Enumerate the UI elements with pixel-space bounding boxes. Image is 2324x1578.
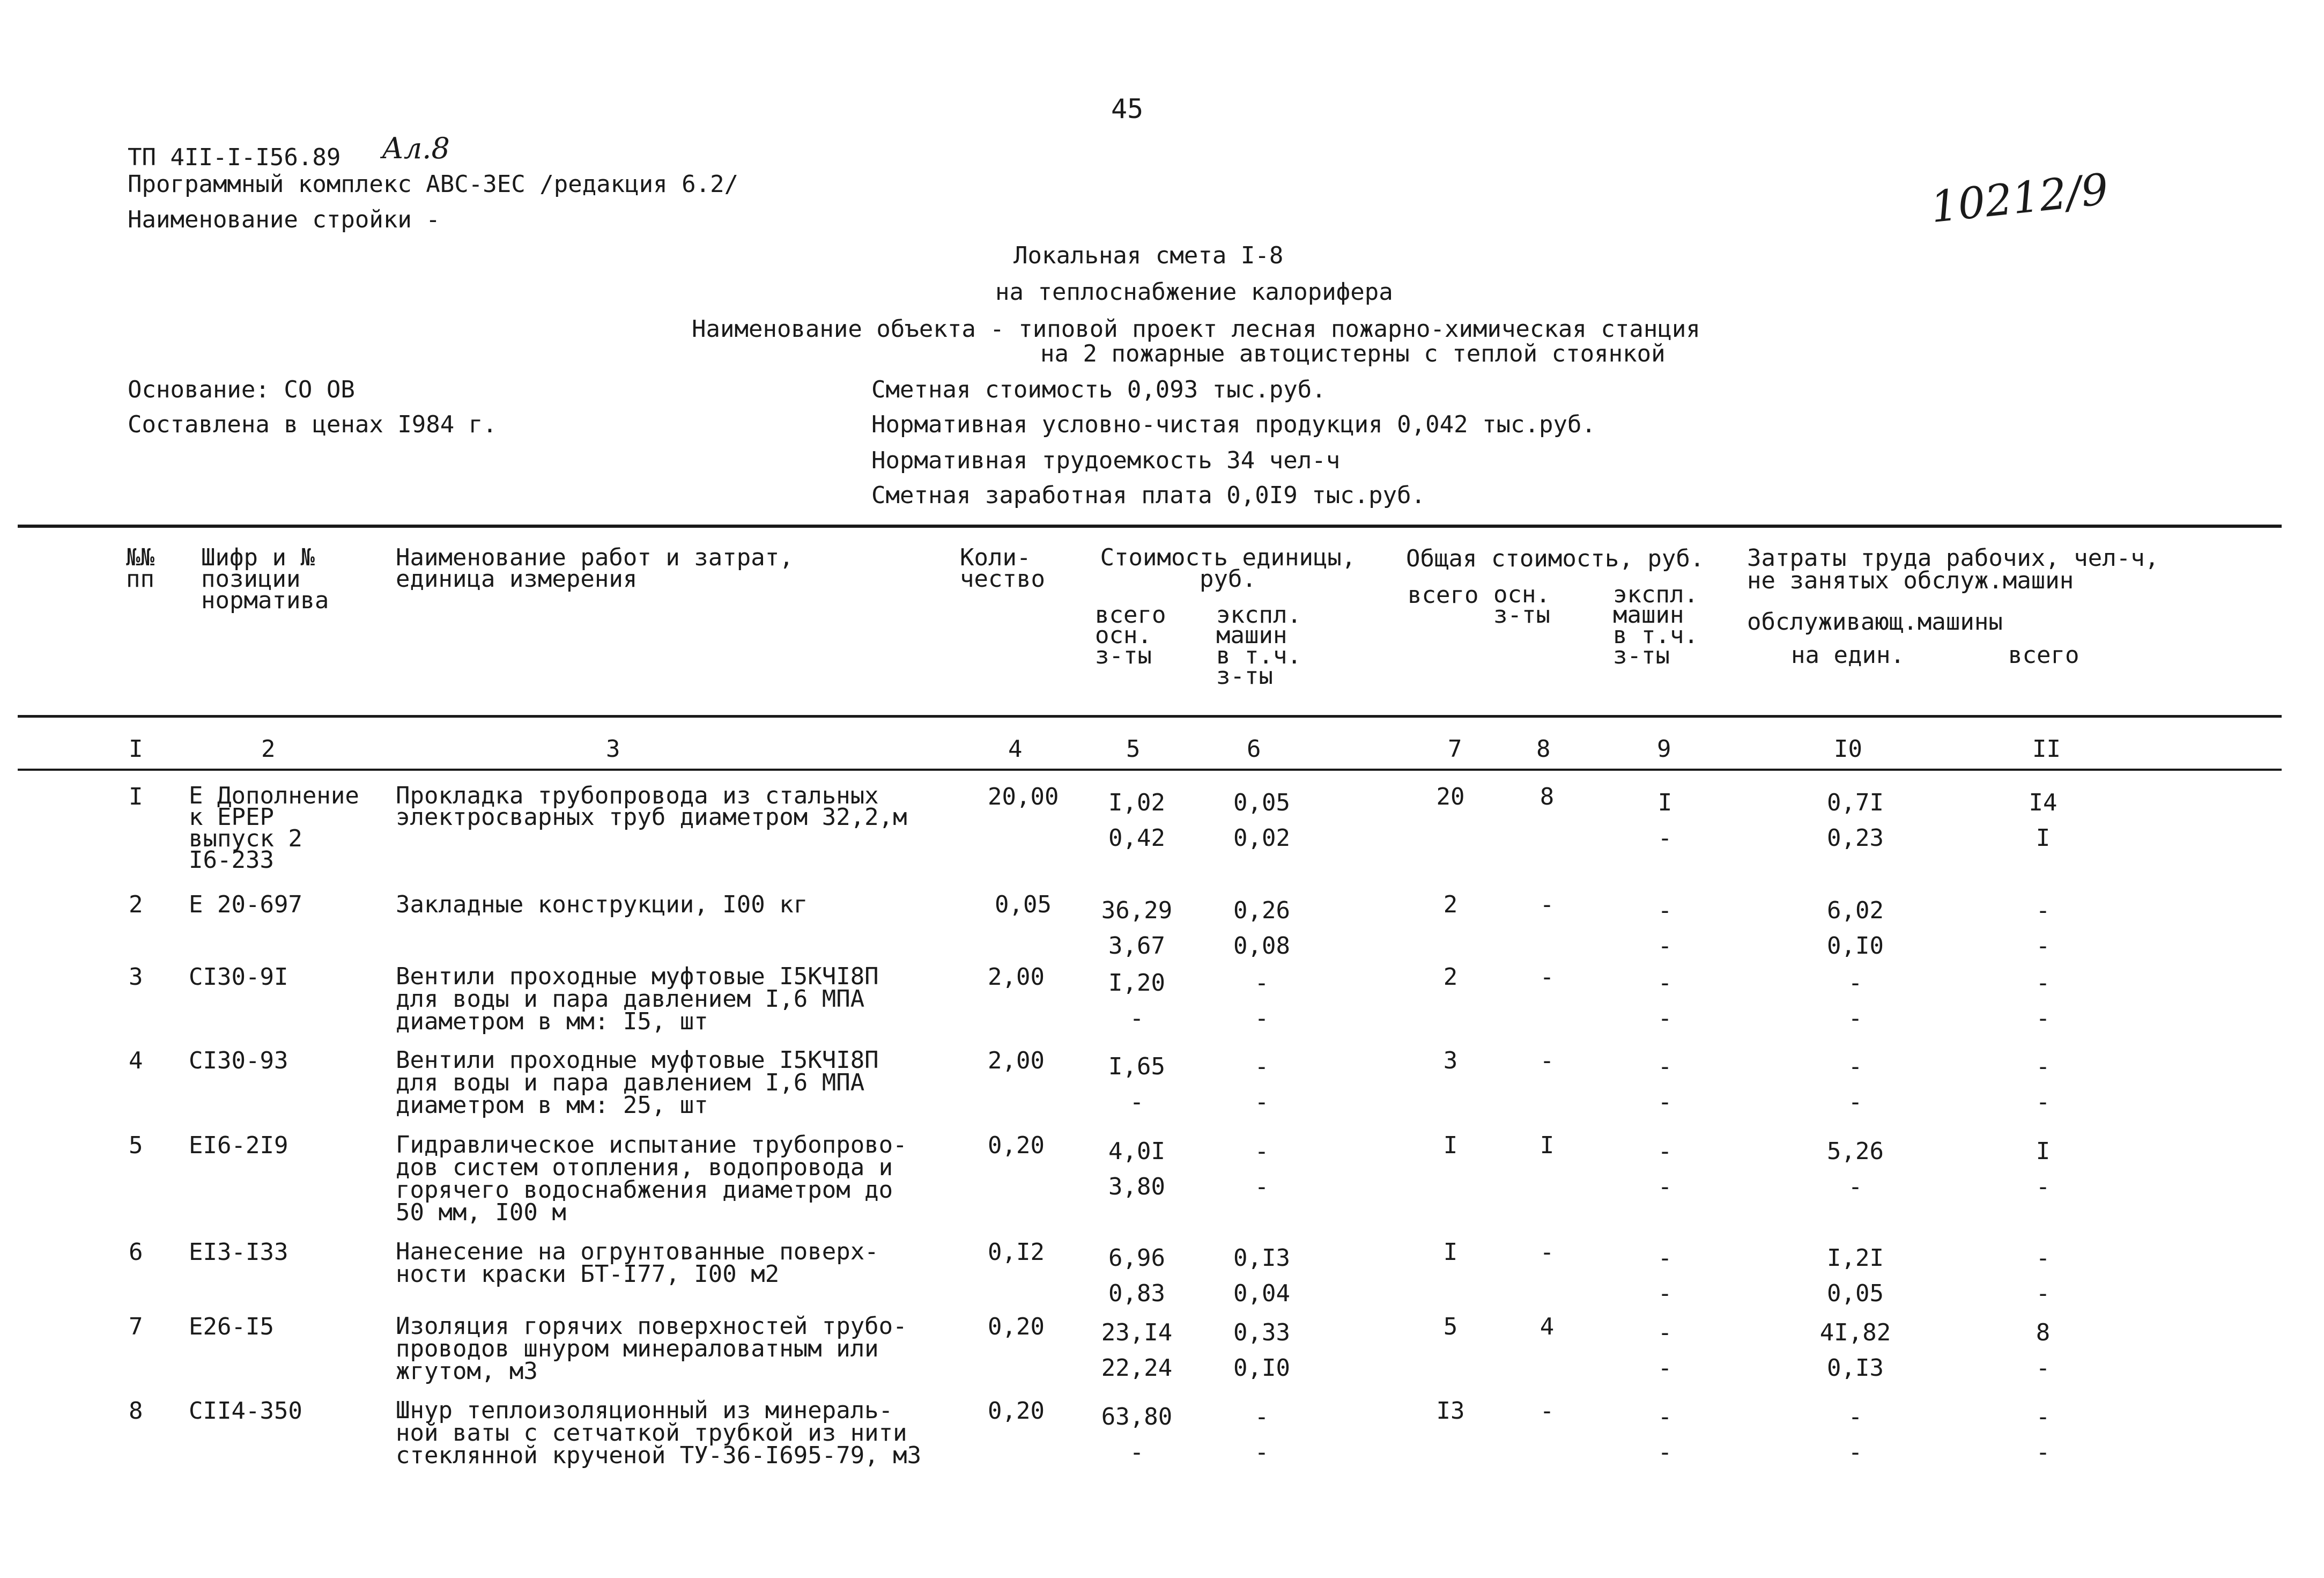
row-4-total-wages: - [1540, 1047, 1555, 1074]
row-5-quantity: 0,20 [988, 1132, 1045, 1159]
row-5-name: Гидравлическое испытание трубопрово- дов систем отопления, водопровода и горячего водоснабжения диаметром до 50 мм, I00 м [396, 1131, 907, 1226]
column-number-9: 9 [1657, 735, 1671, 763]
row-4-quantity: 2,00 [988, 1047, 1045, 1074]
column-number-6: 6 [1247, 735, 1261, 763]
column-number-7: 7 [1448, 735, 1462, 763]
row-1-total: 20 [1436, 783, 1465, 810]
row-4-labor-total: - - [2036, 1053, 2051, 1116]
row-2-total-wages: - [1540, 891, 1555, 918]
album-note: Ал.8 [382, 131, 450, 165]
object-name-line1: Наименование объекта - типовой проект лесная пожарно-химическая станция [692, 315, 1700, 343]
header-labor-machines: обслуживающ.машины [1747, 608, 2003, 636]
row-7-code: Е26-I5 [189, 1313, 274, 1340]
row-8-unit-total: 63,80 - [1101, 1403, 1173, 1466]
row-6-labor-total: - - [2036, 1244, 2051, 1307]
row-6-quantity: 0,I2 [988, 1238, 1045, 1266]
row-5-labor-unit: 5,26 - [1827, 1138, 1884, 1200]
row-2-labor-unit: 6,02 0,I0 [1827, 897, 1884, 960]
row-7-labor-unit: 4I,82 0,I3 [1819, 1319, 1891, 1382]
column-number-8: 8 [1536, 735, 1551, 763]
row-2-number: 2 [129, 891, 143, 918]
row-8-labor-unit: - - [1848, 1403, 1863, 1466]
row-4-labor-unit: - - [1848, 1053, 1863, 1116]
document-code: ТП 4II-I-I56.89 [128, 144, 341, 171]
row-8-total-machines: - - [1657, 1403, 1672, 1466]
row-3-total-machines: - - [1657, 969, 1672, 1032]
net-output: Нормативная условно-чистая продукция 0,042 тыс.руб. [871, 411, 1596, 438]
row-7-total-wages: 4 [1540, 1313, 1555, 1340]
row-1-unit-machines: 0,05 0,02 [1233, 789, 1290, 852]
header-labor-total: всего [2008, 641, 2079, 669]
row-3-number: 3 [129, 963, 143, 991]
row-8-labor-total: - - [2036, 1403, 2051, 1466]
row-7-labor-total: 8 - [2036, 1319, 2051, 1382]
column-number-3: 3 [606, 735, 620, 763]
row-1-quantity: 20,00 [988, 783, 1059, 810]
header-bottom-rule [18, 715, 2282, 718]
row-5-unit-machines: - - [1254, 1138, 1269, 1200]
row-4-unit-total: I,65 - [1108, 1053, 1165, 1116]
row-7-unit-machines: 0,33 0,I0 [1233, 1319, 1290, 1382]
row-7-quantity: 0,20 [988, 1313, 1045, 1340]
row-3-labor-total: - - [2036, 969, 2051, 1032]
header-unit-cost: Стоимость единицы, руб. [1100, 544, 1356, 593]
row-6-name: Нанесение на огрунтованные поверх- ности краски БТ-I77, I00 м2 [396, 1238, 879, 1288]
row-8-quantity: 0,20 [988, 1397, 1045, 1425]
row-1-total-wages: 8 [1540, 783, 1555, 810]
software-line: Программный комплекс АВС-ЗЕС /редакция 6.2/ [128, 171, 739, 198]
handwritten-number: 10212/9 [1928, 164, 2111, 233]
row-3-unit-total: I,20 - [1108, 969, 1165, 1032]
row-3-name: Вентили проходные муфтовые I5КЧI8П для воды и пара давлением I,6 МПА диаметром в мм: I5, шт [396, 963, 879, 1035]
row-1-unit-total: I,02 0,42 [1108, 789, 1165, 852]
row-4-unit-machines: - - [1254, 1053, 1269, 1116]
row-2-total-machines: - - [1657, 897, 1672, 960]
row-5-labor-total: I - [2036, 1138, 2051, 1200]
row-6-total: I [1443, 1238, 1458, 1266]
header-work-name: Наименование работ и затрат, единица измерения [396, 544, 794, 593]
row-6-number: 6 [129, 1238, 143, 1266]
column-number-rule [18, 769, 2282, 771]
row-7-name: Изоляция горячих поверхностей трубо- проводов шнуром минераловатным или жгутом, м3 [396, 1312, 907, 1385]
column-number-1: I [129, 735, 143, 763]
row-1-number: I [129, 783, 143, 810]
row-4-code: СI30-93 [189, 1047, 288, 1074]
estimate-title: Локальная смета I-8 [1013, 242, 1284, 269]
header-total-machines: экспл. машин в т.ч. з-ты [1613, 581, 1698, 669]
estimated-cost: Сметная стоимость 0,093 тыс.руб. [871, 376, 1326, 403]
row-6-code: ЕI3-I33 [189, 1238, 288, 1266]
row-6-total-wages: - [1540, 1238, 1555, 1266]
column-number-2: 2 [261, 735, 276, 763]
column-number-4: 4 [1008, 735, 1023, 763]
row-3-quantity: 2,00 [988, 963, 1045, 991]
row-5-total-wages: I [1540, 1132, 1555, 1159]
row-6-unit-total: 6,96 0,83 [1108, 1244, 1165, 1307]
row-8-unit-machines: - - [1254, 1403, 1269, 1466]
header-labor: Затраты труда рабочих, чел-ч, не занятых обслуж.машин [1747, 544, 2159, 594]
row-2-labor-total: - - [2036, 897, 2051, 960]
header-quantity: Коли- чество [960, 544, 1045, 593]
header-total-cost: Общая стоимость, руб. [1406, 545, 1705, 572]
row-4-total: 3 [1443, 1047, 1458, 1074]
row-6-labor-unit: I,2I 0,05 [1827, 1244, 1884, 1307]
row-8-name: Шнур теплоизоляционный из минераль- ной ваты с сетчаткой трубкой из нити стеклянной крученой ТУ-36-I695-79, м3 [396, 1397, 922, 1469]
header-total-wages: осн. з-ты [1493, 581, 1550, 629]
price-year-text: Составлена в ценах I984 г. [128, 411, 497, 438]
row-3-total-wages: - [1540, 963, 1555, 991]
row-8-total: I3 [1436, 1397, 1465, 1425]
row-4-total-machines: - - [1657, 1053, 1672, 1116]
row-1-labor-total: I4 I [2029, 789, 2057, 852]
row-3-code: СI30-9I [189, 963, 288, 991]
row-5-unit-total: 4,0I 3,80 [1108, 1138, 1165, 1200]
row-7-number: 7 [129, 1313, 143, 1340]
object-name-line2: на 2 пожарные автоцистерны с теплой стоянкой [1040, 340, 1666, 367]
row-8-number: 8 [129, 1397, 143, 1425]
estimate-subject: на теплоснабжение калорифера [995, 278, 1393, 306]
page-number: 45 [1111, 93, 1144, 124]
row-3-unit-machines: - - [1254, 969, 1269, 1032]
row-3-total: 2 [1443, 963, 1458, 991]
row-2-code: Е 20-697 [189, 891, 302, 918]
row-7-total: 5 [1443, 1313, 1458, 1340]
estimated-wages: Сметная заработная плата 0,0I9 тыс.руб. [871, 482, 1426, 509]
row-6-total-machines: - - [1657, 1244, 1672, 1307]
row-1-code: Е Дополнение к ЕРЕР выпуск 2 I6-233 [189, 782, 359, 874]
row-5-total-machines: - - [1657, 1138, 1672, 1200]
labor-intensity: Нормативная трудоемкость 34 чел-ч [871, 447, 1341, 474]
row-4-name: Вентили проходные муфтовые I5КЧI8П для воды и пара давлением I,6 МПА диаметром в мм: 25, шт [396, 1046, 879, 1119]
column-number-10: I0 [1834, 735, 1862, 763]
row-1-labor-unit: 0,7I 0,23 [1827, 789, 1884, 852]
header-total: всего [1408, 581, 1479, 609]
header-labor-per-unit: на един. [1791, 641, 1905, 669]
row-5-code: ЕI6-2I9 [189, 1132, 288, 1159]
row-6-unit-machines: 0,I3 0,04 [1233, 1244, 1290, 1307]
header-unit-total: всего осн. з-ты [1095, 601, 1166, 669]
header-unit-machines: экспл. машин в т.ч. з-ты [1216, 601, 1301, 690]
row-2-quantity: 0,05 [995, 891, 1052, 918]
row-7-total-machines: - - [1657, 1319, 1672, 1382]
row-5-number: 5 [129, 1132, 143, 1159]
construction-name: Наименование стройки - [128, 206, 440, 233]
row-4-number: 4 [129, 1047, 143, 1074]
row-2-unit-machines: 0,26 0,08 [1233, 897, 1290, 960]
row-7-unit-total: 23,I4 22,24 [1101, 1319, 1173, 1382]
header-norm-code: Шифр и № позиции норматива [201, 544, 329, 614]
row-8-code: СII4-350 [189, 1397, 302, 1425]
table-top-rule [18, 525, 2282, 528]
row-2-name: Закладные конструкции, I00 кг [396, 891, 808, 918]
row-5-total: I [1443, 1132, 1458, 1159]
row-3-labor-unit: - - [1848, 969, 1863, 1032]
row-2-total: 2 [1443, 891, 1458, 918]
row-1-total-machines: I - [1657, 789, 1672, 852]
basis-text: Основание: СО ОВ [128, 376, 355, 403]
header-row-number: №№ пп [126, 544, 154, 593]
row-1-name: Прокладка трубопровода из стальных электросварных труб диаметром 32,2,м [396, 782, 907, 831]
row-8-total-wages: - [1540, 1397, 1555, 1425]
column-number-11: II [2032, 735, 2061, 763]
column-number-5: 5 [1126, 735, 1141, 763]
row-2-unit-total: 36,29 3,67 [1101, 897, 1173, 960]
